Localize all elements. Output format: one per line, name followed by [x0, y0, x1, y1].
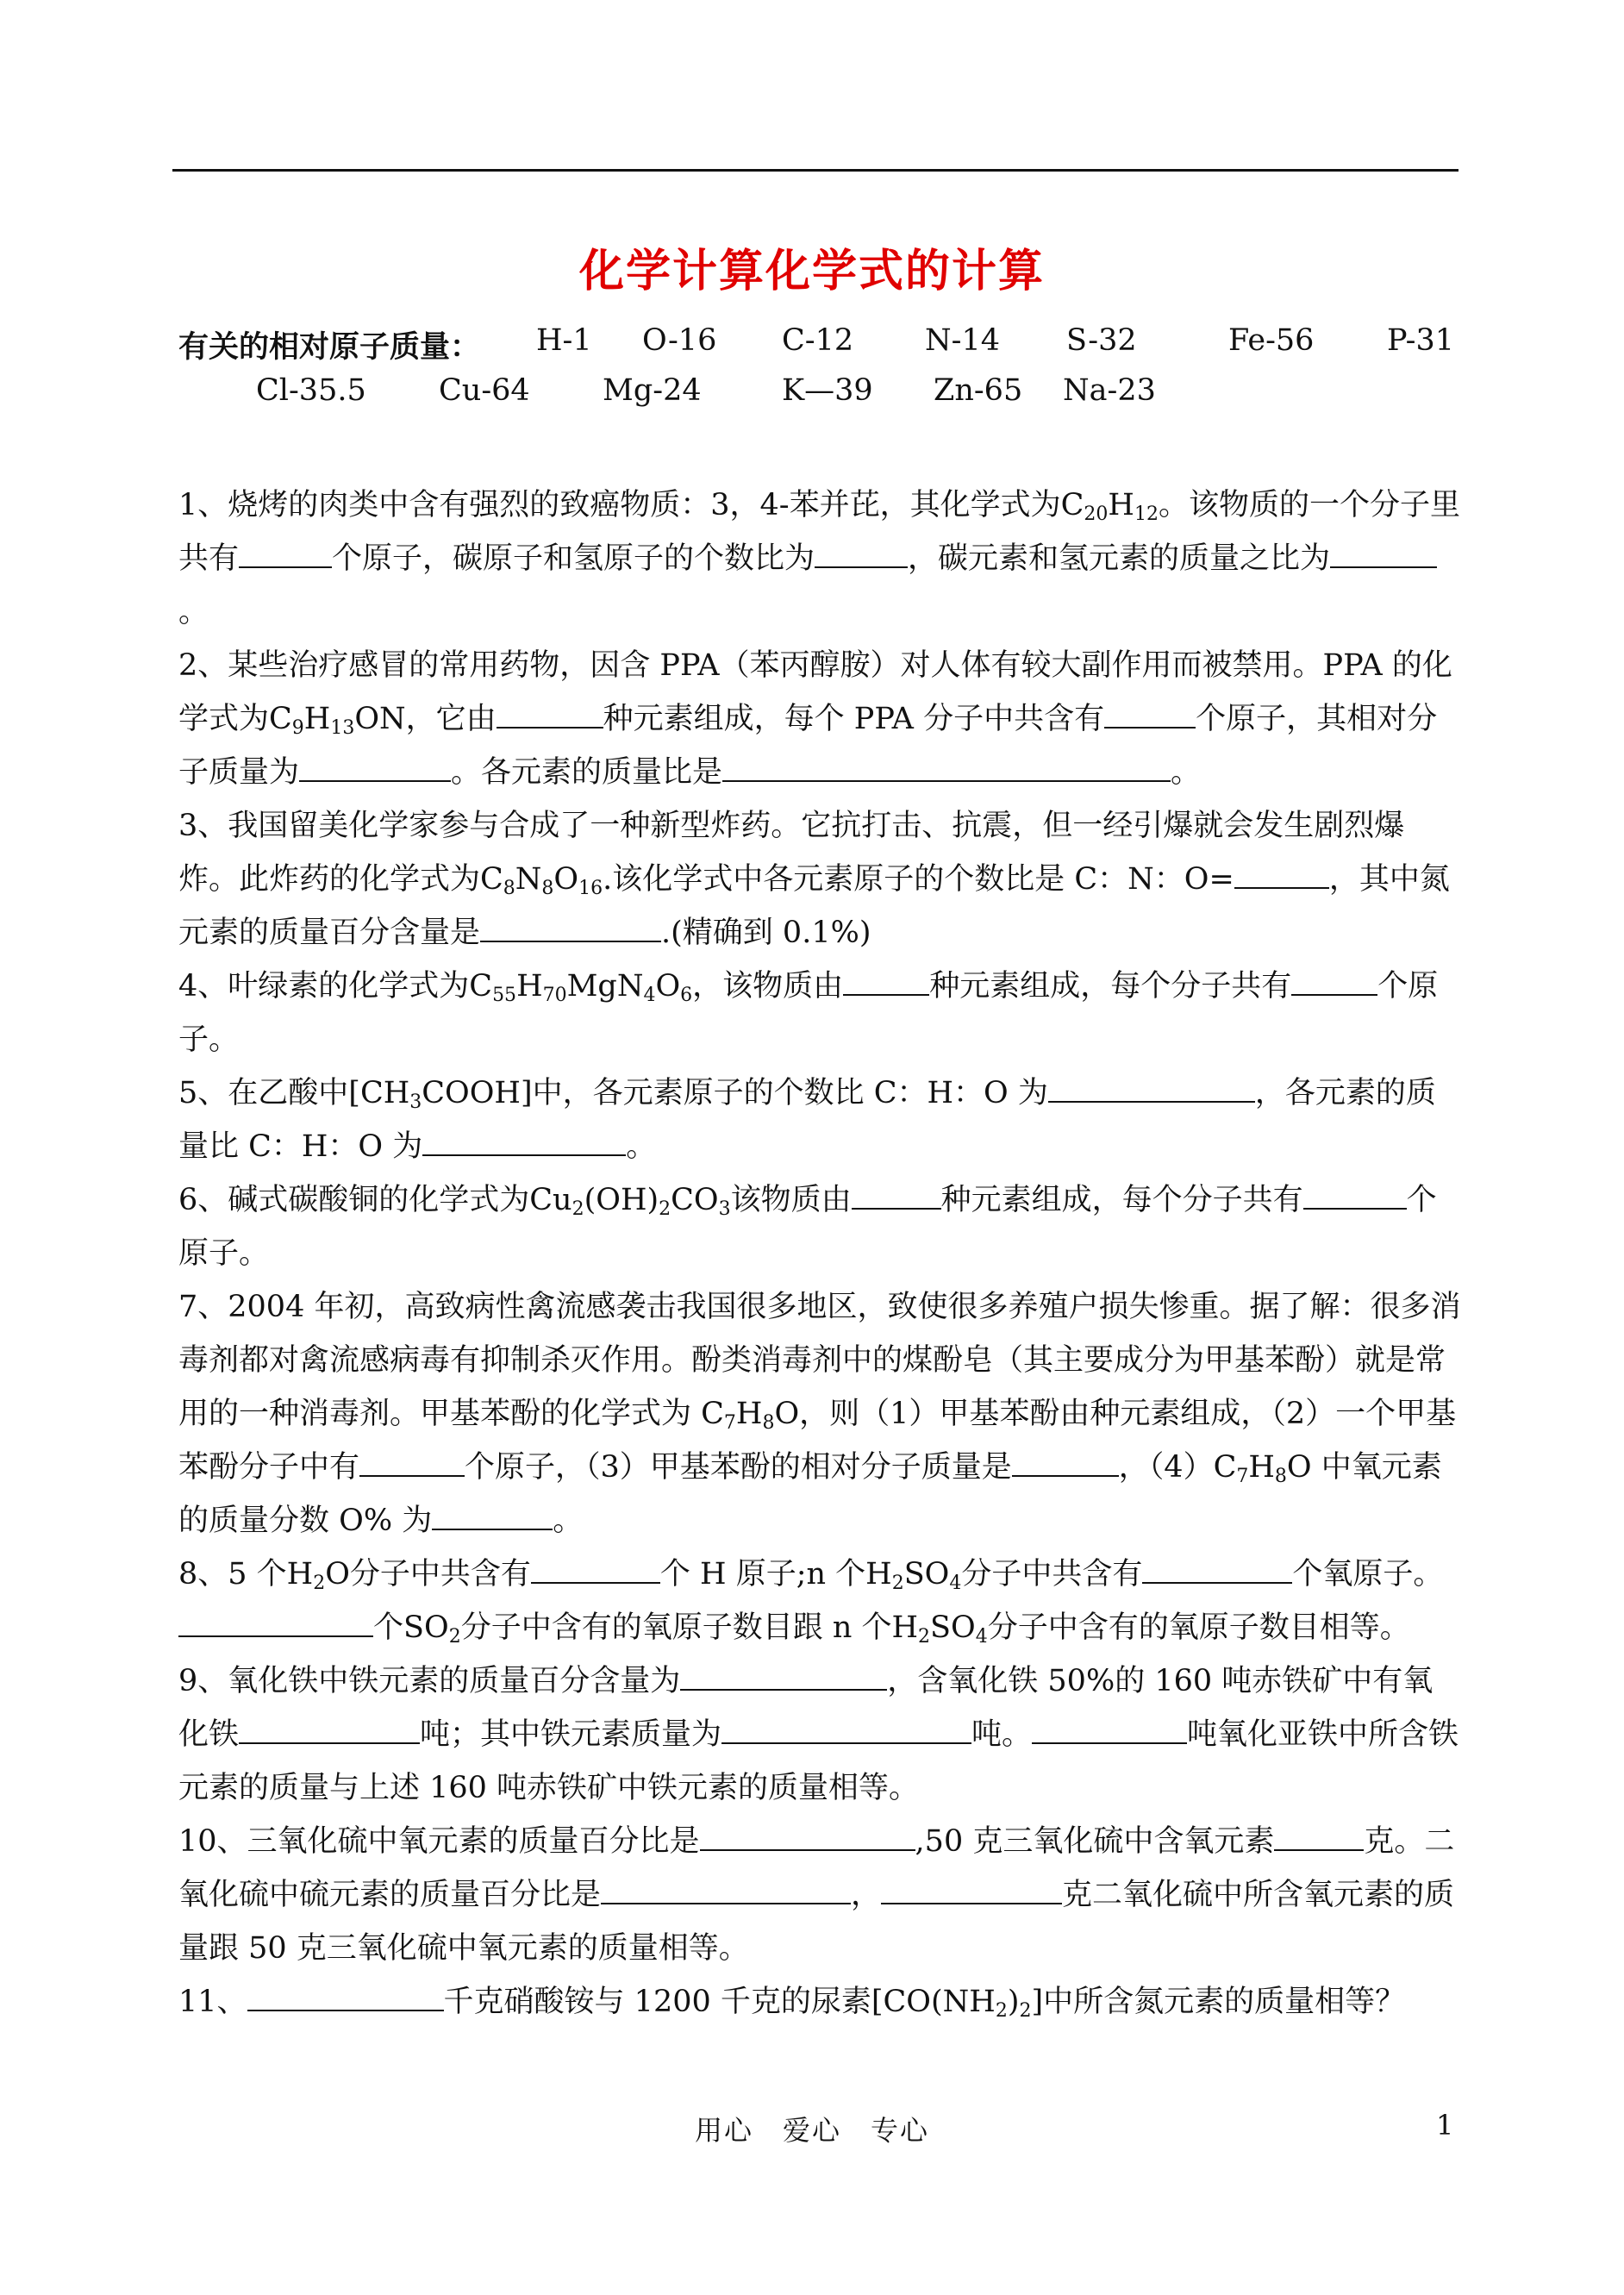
formula: H: [516, 969, 543, 1004]
formula: H: [1248, 1450, 1275, 1485]
formula: O: [553, 862, 579, 897]
text: 吨氧化亚铁中所含铁元素的质量与上述 160 吨赤铁矿中铁元素的质量相等。: [178, 1717, 1459, 1805]
answer-blank[interactable]: [852, 1175, 941, 1210]
text: 5、在乙酸中[: [178, 1076, 360, 1110]
answer-blank[interactable]: [247, 1977, 444, 2011]
question-10: [178, 1815, 1461, 1975]
answer-blank[interactable]: [721, 1710, 971, 1744]
subscript: 8: [762, 1412, 775, 1434]
text: 3、我国留美化学家参与合成了一种新型炸药。它抗打击、抗震，但一经引爆就会发生剧烈爆炸。此炸药的化学式为: [178, 809, 1405, 897]
text: 该物质由: [730, 1183, 852, 1217]
text: 。: [626, 1129, 657, 1164]
text: 。各元素的质量比是: [451, 755, 723, 790]
formula: (OH): [584, 1183, 659, 1217]
text: ，它由: [405, 702, 497, 736]
answer-blank[interactable]: [531, 1549, 660, 1584]
subscript: 2: [448, 1626, 461, 1648]
formula: SO: [930, 1610, 976, 1645]
answer-blank[interactable]: [601, 1870, 851, 1904]
formula: H: [286, 1557, 314, 1591]
formula: SO: [403, 1610, 449, 1645]
formula: MgN: [566, 969, 644, 1004]
subscript: 3: [409, 1091, 422, 1113]
answer-blank[interactable]: [1142, 1549, 1292, 1584]
atomic-mass-p: P-31: [1387, 323, 1454, 358]
text: ,50 克三氧化硫中含氧元素: [915, 1824, 1275, 1859]
answer-blank[interactable]: [1234, 854, 1329, 889]
atomic-mass-o: O-16: [642, 323, 717, 358]
subscript: 2: [1019, 2000, 1032, 2022]
formula: C: [1213, 1450, 1237, 1485]
text: O 中氧元素的质量分数 O% 为: [178, 1450, 1442, 1538]
formula: COOH: [422, 1076, 521, 1110]
text: .该化学式中各元素原子的个数比是 C：N：O=: [603, 862, 1234, 897]
answer-blank[interactable]: [178, 1603, 373, 1637]
formula: O: [655, 969, 681, 1004]
atomic-mass-h: H-1: [536, 323, 592, 358]
text: 个原子，其相对分子质量为: [178, 702, 1438, 790]
text: O，则（1）甲基苯酚由种元素组成，（2）一个甲基苯酚分子中有: [178, 1397, 1457, 1485]
formula: CO: [671, 1183, 719, 1217]
text: 种元素组成，每个分子共有: [929, 969, 1292, 1004]
subscript: 2: [918, 1626, 931, 1648]
text: 个原子，（3）甲基苯酚的相对分子质量是: [465, 1450, 1012, 1485]
answer-blank[interactable]: [722, 747, 1171, 782]
text: 种元素组成，每个分子共有: [940, 1183, 1303, 1217]
atomic-mass-na: Na-23: [1063, 373, 1156, 408]
question-8: [178, 1548, 1461, 1654]
formula: C: [269, 702, 292, 736]
subscript: 8: [1274, 1466, 1287, 1487]
answer-blank[interactable]: [700, 1817, 915, 1851]
answer-blank[interactable]: [1274, 1817, 1364, 1851]
text: 个原子。: [178, 969, 1439, 1057]
formula: Cu: [529, 1183, 572, 1217]
subscript: 8: [541, 878, 554, 899]
question-9: [178, 1654, 1461, 1815]
text: 2、某些治疗感冒的常用药物，因含 PPA（苯丙醇胺）对人体有较大副作用而被禁用。PPA 的化学式为: [178, 648, 1452, 736]
subscript: 70: [542, 985, 567, 1006]
answer-blank[interactable]: [497, 694, 603, 729]
footer-motto: 用心 爱心 专心: [694, 2114, 929, 2147]
text: ，该物质由: [692, 969, 844, 1004]
answer-blank[interactable]: [1048, 1068, 1255, 1103]
text: ，: [851, 1878, 882, 1912]
text: 。该物质的一个分子里共有: [178, 488, 1460, 576]
answer-blank[interactable]: [881, 1870, 1062, 1904]
text: 个原子。: [178, 1183, 1437, 1271]
text: 个原子，碳原子和氢原子的个数比为: [332, 541, 815, 576]
atomic-mass-c: C-12: [782, 323, 854, 358]
text: 11、: [178, 1985, 247, 2019]
formula: SO: [903, 1557, 950, 1591]
atomic-mass-cl: Cl-35.5: [256, 373, 366, 408]
subscript: 6: [680, 985, 693, 1006]
subscript: 3: [718, 1198, 731, 1220]
subscript: 2: [995, 2000, 1008, 2022]
text: ，碳元素和氢元素的质量之比为: [908, 541, 1331, 576]
text: 1、烧烤的肉类中含有强烈的致癌物质：3，4-苯并芘，其化学式为: [178, 488, 1061, 522]
subscript: 4: [643, 985, 656, 1006]
subscript: 12: [1134, 503, 1159, 525]
subscript: 9: [291, 717, 304, 739]
answer-blank[interactable]: [480, 908, 661, 942]
formula: H: [735, 1397, 763, 1431]
subscript: 16: [578, 878, 603, 899]
answer-blank[interactable]: [1012, 1442, 1119, 1477]
subscript: 2: [313, 1573, 326, 1594]
atomic-mass-label: 有关的相对原子质量：: [178, 329, 481, 365]
subscript: 4: [975, 1626, 988, 1648]
atomic-mass-zn: Zn-65: [934, 373, 1023, 408]
answer-blank[interactable]: [843, 961, 929, 996]
atomic-mass-table: [178, 323, 1463, 423]
text: ，（4）: [1118, 1450, 1214, 1485]
text: ]中，各元素原子的个数比 C：H：O 为: [520, 1076, 1048, 1110]
answer-blank[interactable]: [299, 747, 451, 782]
answer-blank[interactable]: [422, 1122, 626, 1156]
answer-blank[interactable]: [1291, 961, 1377, 996]
text: 。: [553, 1504, 584, 1538]
answer-blank[interactable]: [359, 1442, 465, 1477]
text: 吨；其中铁元素质量为: [420, 1717, 722, 1752]
text: .(精确到 0.1%): [661, 916, 871, 950]
text: ]中所含氮元素的质量相等？: [1031, 1985, 1406, 2019]
answer-blank[interactable]: [239, 534, 332, 568]
text: 分子中共含有: [349, 1557, 531, 1591]
text: 克二氧化硫中所含氧元素的质量跟 50 克三氧化硫中氧元素的质量相等。: [178, 1878, 1455, 1966]
page-number: 1: [1436, 2109, 1454, 2142]
atomic-mass-s: S-32: [1066, 323, 1137, 358]
atomic-mass-fe: Fe-56: [1228, 323, 1315, 358]
question-4: [178, 960, 1461, 1066]
question-2: [178, 639, 1461, 799]
answer-blank[interactable]: [1330, 534, 1437, 568]
header-rule: [172, 169, 1458, 172]
subscript: 2: [659, 1198, 671, 1220]
text: 千克硝酸铵与 1200 千克的尿素[CO(NH: [443, 1985, 996, 2019]
text: 吨。: [971, 1717, 1033, 1752]
answer-blank[interactable]: [815, 534, 908, 568]
atomic-mass-mg: Mg-24: [603, 373, 702, 408]
text: ，含氧化铁 50%的 160 吨赤铁矿中有氧化铁: [178, 1664, 1433, 1752]
text: 6、碱式碳酸铜的化学式为: [178, 1183, 530, 1217]
formula: O: [325, 1557, 350, 1591]
text: 分子中含有的氧原子数目相等。: [987, 1610, 1410, 1645]
text: 分子中含有的氧原子数目跟 n 个: [460, 1610, 892, 1645]
page-title: 化学计算化学式的计算: [578, 245, 1045, 297]
text: ): [1007, 1985, 1020, 2019]
formula: H: [1108, 488, 1134, 522]
atomic-mass-row-1: [178, 323, 1463, 373]
answer-blank[interactable]: [239, 1710, 420, 1744]
text: 分子中共含有: [961, 1557, 1143, 1591]
formula: CH: [359, 1076, 410, 1110]
subscript: 7: [723, 1412, 736, 1434]
question-3: [178, 799, 1461, 960]
text: 。: [178, 595, 209, 629]
atomic-mass-n: N-14: [925, 323, 1000, 358]
atomic-mass-cu: Cu-64: [439, 373, 530, 408]
question-11: [178, 1975, 1461, 2029]
formula: C: [469, 969, 493, 1004]
formula: H: [891, 1610, 919, 1645]
question-7: [178, 1280, 1461, 1548]
atomic-mass-row-2: [178, 373, 1463, 423]
text: 克。二氧化硫中硫元素的质量百分比是: [178, 1824, 1455, 1912]
text: 个氧原子。: [1292, 1557, 1444, 1591]
answer-blank[interactable]: [1303, 1175, 1407, 1210]
subscript: 13: [330, 717, 355, 739]
text: 。: [1171, 755, 1202, 790]
subscript: 7: [1236, 1466, 1249, 1487]
question-1: [178, 478, 1461, 639]
question-5: [178, 1066, 1461, 1173]
text: 9、氧化铁中铁元素的质量百分含量为: [178, 1664, 681, 1698]
answer-blank[interactable]: [1032, 1710, 1187, 1744]
subscript: 20: [1084, 503, 1109, 525]
formula: ON: [354, 702, 406, 736]
text: 种元素组成，每个 PPA 分子中共含有: [603, 702, 1105, 736]
subscript: 8: [503, 878, 515, 899]
answer-blank[interactable]: [1104, 694, 1196, 729]
text: 个: [373, 1610, 404, 1645]
question-6: [178, 1173, 1461, 1280]
text: 4、叶绿素的化学式为: [178, 969, 470, 1004]
text: 7、2004 年初，高致病性禽流感袭击我国很多地区，致使很多养殖户损失惨重。据了解：很多消毒剂都对禽流感病毒有抑制杀灭作用。酚类消毒剂中的煤酚皂（其主要成分为甲基苯酚）就是常用的一种消毒剂。甲基苯酚的化学式为 C: [178, 1290, 1461, 1431]
text: 10、三氧化硫中氧元素的质量百分比是: [178, 1824, 700, 1859]
subscript: 55: [492, 985, 517, 1006]
subscript: 4: [949, 1573, 962, 1594]
question-list: [178, 478, 1461, 2029]
subscript: 2: [572, 1198, 584, 1220]
text: ，其中氮元素的质量百分含量是: [178, 862, 1450, 950]
text: ，各元素的质量比 C：H：O 为: [178, 1076, 1436, 1164]
formula: H: [865, 1557, 892, 1591]
answer-blank[interactable]: [432, 1496, 553, 1530]
formula: C: [1060, 488, 1084, 522]
atomic-mass-k: K—39: [782, 373, 873, 408]
answer-blank[interactable]: [680, 1656, 887, 1691]
formula: C: [480, 862, 503, 897]
formula: N: [515, 862, 542, 897]
subscript: 2: [891, 1573, 904, 1594]
text: 8、5 个: [178, 1557, 287, 1591]
text: 个 H 原子;n 个: [659, 1557, 866, 1591]
formula: H: [303, 702, 331, 736]
